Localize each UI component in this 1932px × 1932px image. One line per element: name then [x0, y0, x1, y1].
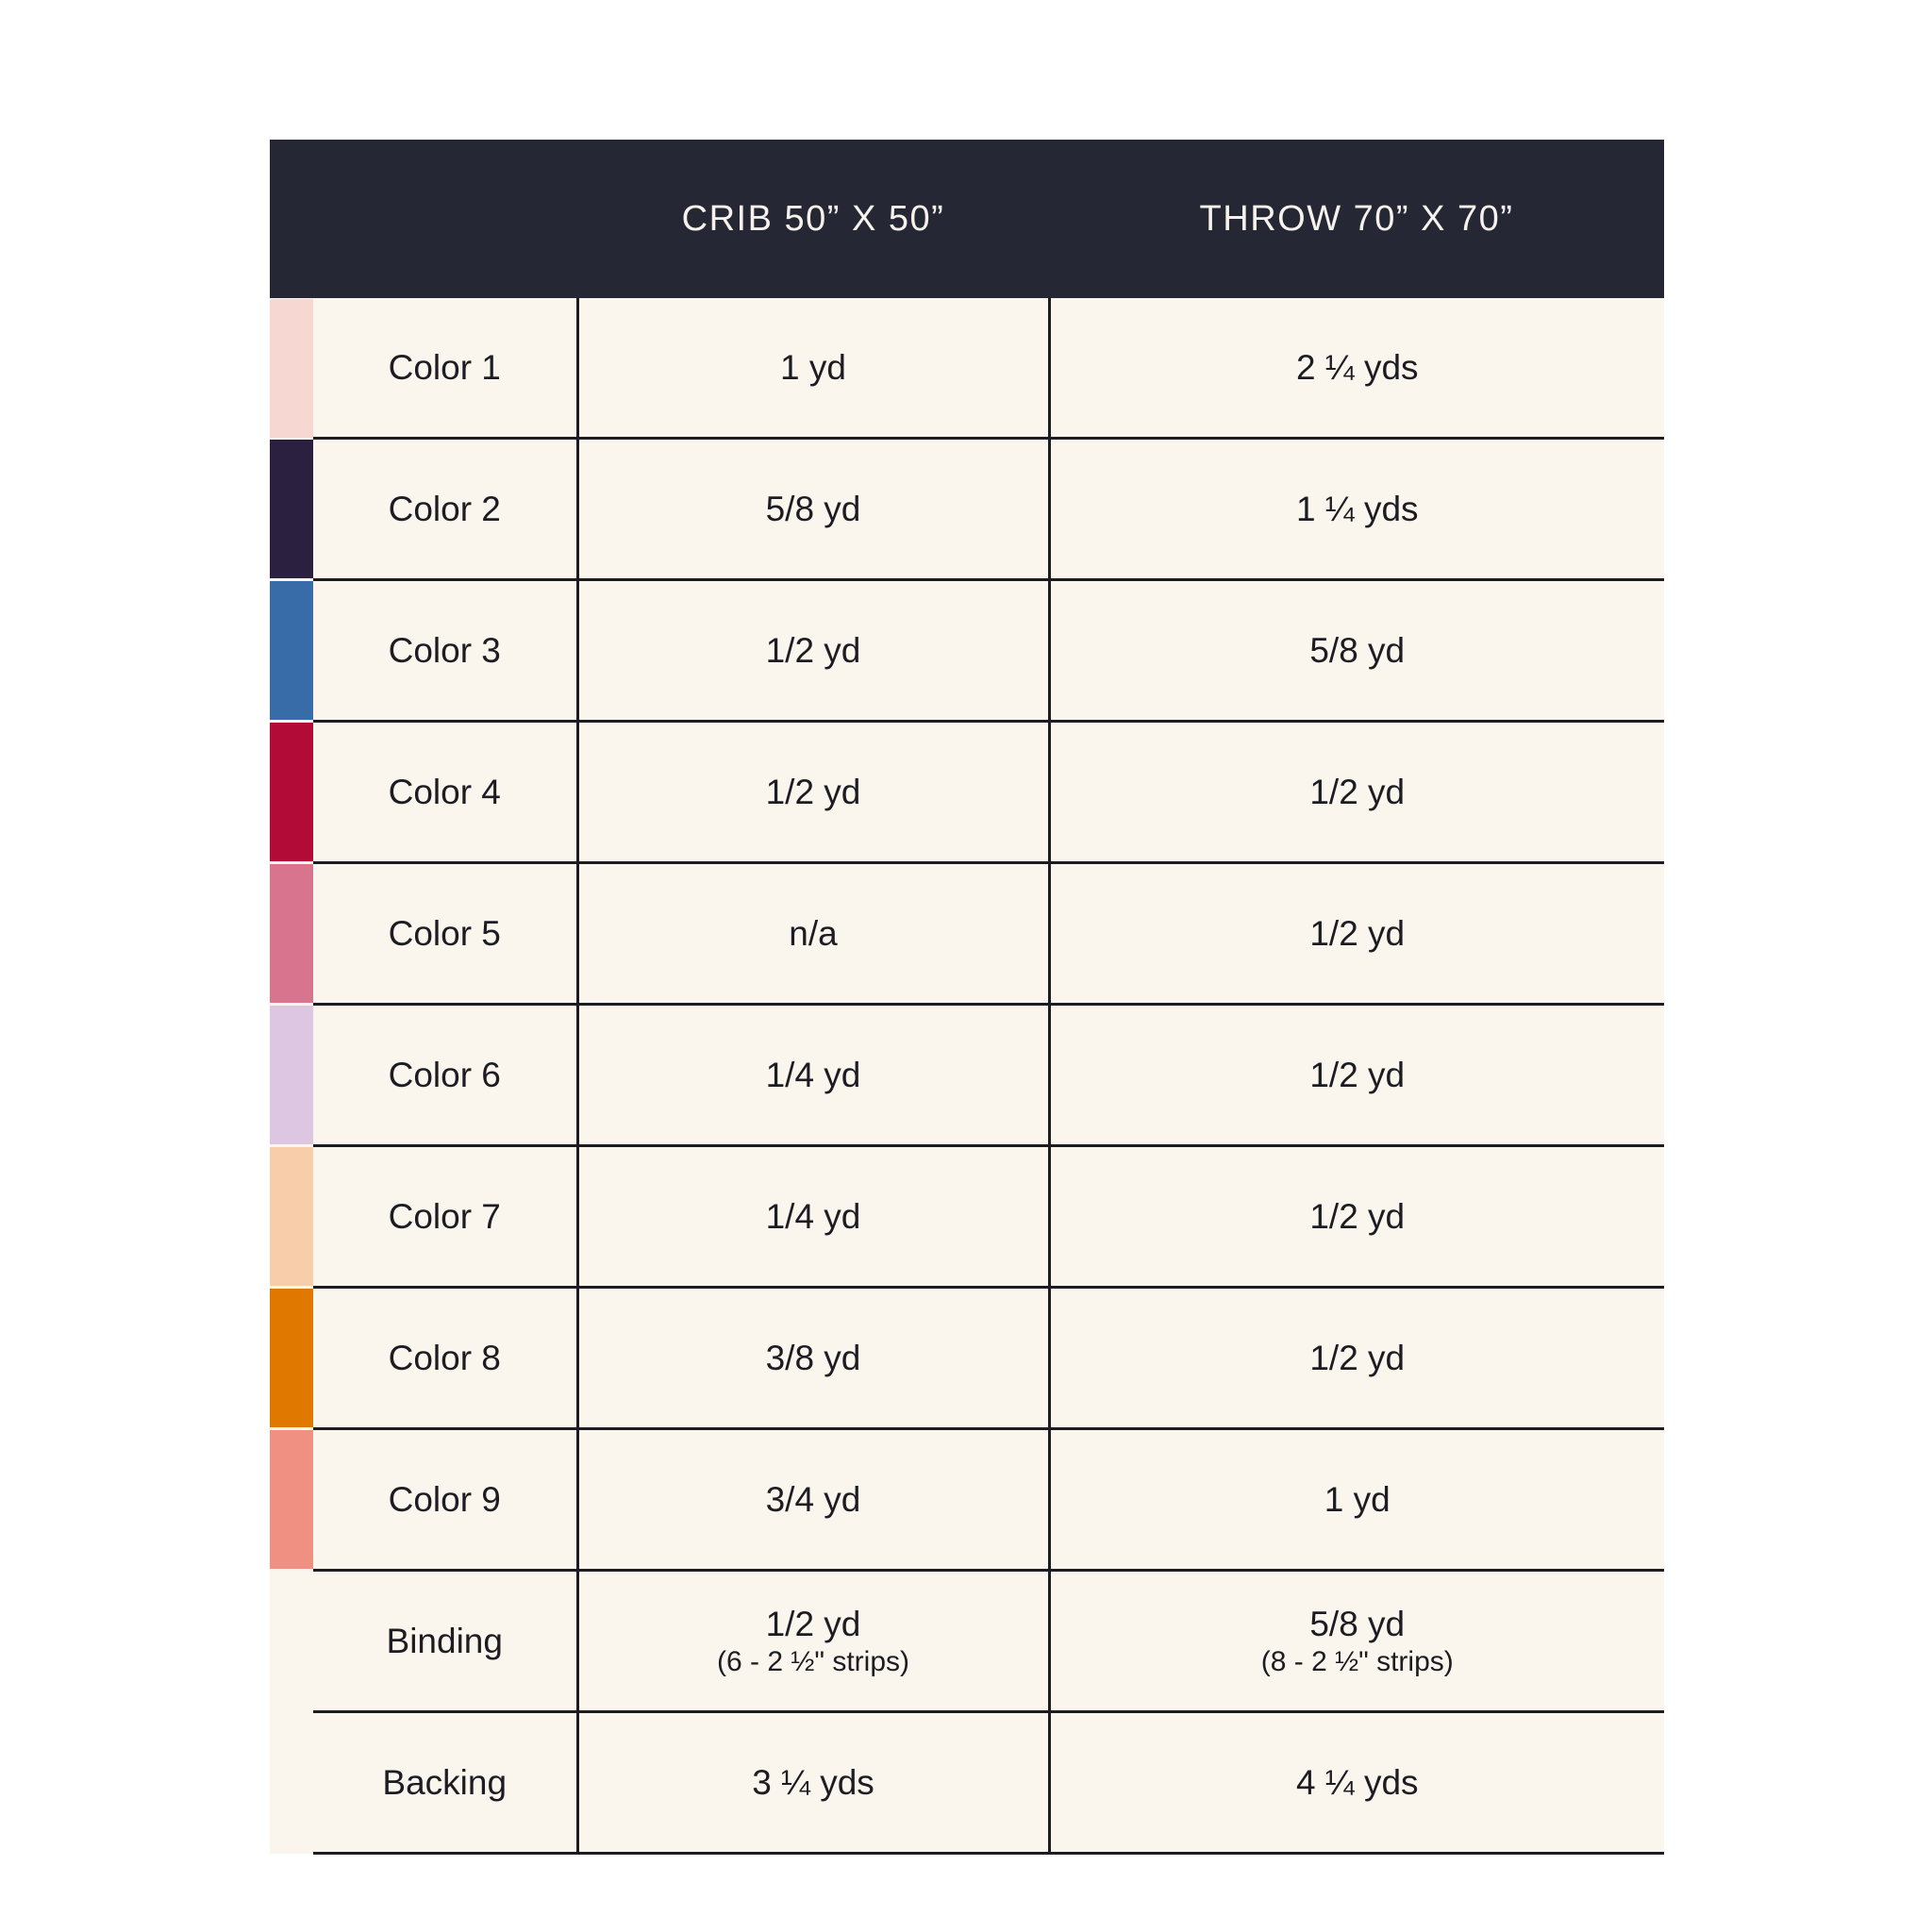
cell-throw-value: 5/8 yd: [1309, 1604, 1406, 1643]
cell-crib: 1/2 yd: [577, 580, 1049, 722]
table-row: [270, 439, 1664, 580]
swatch-cell: [270, 439, 313, 580]
fabric-requirements-table-wrapper: [270, 140, 1664, 1855]
color-swatch-6: [270, 1006, 313, 1144]
row-label: Color 7: [313, 1146, 577, 1288]
cell-throw: 1 yd: [1049, 1429, 1664, 1571]
table-row: [270, 580, 1664, 722]
cell-crib: 1/4 yd: [577, 1005, 1049, 1146]
cell-throw-note: (8 - 2 ½" strips): [1260, 1645, 1454, 1677]
cell-crib: 5/8 yd: [577, 439, 1049, 580]
swatch-cell: [270, 1712, 313, 1854]
cell-crib-note: (6 - 2 ½" strips): [716, 1645, 910, 1677]
cell-throw: 1/2 yd: [1049, 863, 1664, 1005]
row-label: Color 5: [313, 863, 577, 1005]
cell-crib: 3/8 yd: [577, 1288, 1049, 1429]
table-row: [270, 1288, 1664, 1429]
cell-throw: 1/2 yd: [1049, 1146, 1664, 1288]
cell-throw: 1 ¼ yds: [1049, 439, 1664, 580]
header-cell-throw: THROW 70” X 70”: [1049, 140, 1664, 298]
cell-crib: 1 yd: [577, 298, 1049, 439]
table-row: [270, 722, 1664, 863]
color-swatch-1: [270, 299, 313, 438]
row-label: Color 1: [313, 298, 577, 439]
table-row: [270, 1712, 1664, 1854]
swatch-cell: [270, 863, 313, 1005]
color-swatch-none: [270, 1572, 313, 1710]
table-row: [270, 1571, 1664, 1712]
swatch-cell: [270, 298, 313, 439]
cell-crib: 3 ¼ yds: [577, 1712, 1049, 1854]
cell-throw: 1/2 yd: [1049, 722, 1664, 863]
color-swatch-none: [270, 1713, 313, 1852]
row-label: Backing: [313, 1712, 577, 1854]
row-label: Color 8: [313, 1288, 577, 1429]
table-body: [270, 298, 1664, 1854]
cell-crib: 3/4 yd: [577, 1429, 1049, 1571]
swatch-cell: [270, 1571, 313, 1712]
header-cell-blank: [270, 140, 577, 298]
color-swatch-2: [270, 440, 313, 578]
header-cell-crib: CRIB 50” X 50”: [577, 140, 1049, 298]
table-row: [270, 298, 1664, 439]
header-row: [270, 140, 1664, 298]
cell-throw: 5/8 yd: [1049, 580, 1664, 722]
cell-crib-value: 1/2 yd: [765, 1604, 861, 1643]
cell-throw: [1049, 1571, 1664, 1712]
row-label: Color 4: [313, 722, 577, 863]
cell-throw: 1/2 yd: [1049, 1005, 1664, 1146]
swatch-cell: [270, 1146, 313, 1288]
table-header: [270, 140, 1664, 298]
cell-crib: n/a: [577, 863, 1049, 1005]
cell-crib: [577, 1571, 1049, 1712]
table-row: [270, 1429, 1664, 1571]
row-label: Color 6: [313, 1005, 577, 1146]
fabric-requirements-table: [270, 140, 1664, 1855]
table-row: [270, 1005, 1664, 1146]
row-label: Binding: [313, 1571, 577, 1712]
color-swatch-7: [270, 1147, 313, 1286]
color-swatch-5: [270, 864, 313, 1003]
swatch-cell: [270, 1288, 313, 1429]
swatch-cell: [270, 1005, 313, 1146]
cell-throw: 1/2 yd: [1049, 1288, 1664, 1429]
table-row: [270, 1146, 1664, 1288]
cell-throw: 2 ¼ yds: [1049, 298, 1664, 439]
cell-crib: 1/4 yd: [577, 1146, 1049, 1288]
swatch-cell: [270, 1429, 313, 1571]
cell-crib: 1/2 yd: [577, 722, 1049, 863]
cell-throw: 4 ¼ yds: [1049, 1712, 1664, 1854]
table-row: [270, 863, 1664, 1005]
color-swatch-8: [270, 1289, 313, 1427]
swatch-cell: [270, 722, 313, 863]
row-label: Color 3: [313, 580, 577, 722]
row-label: Color 9: [313, 1429, 577, 1571]
color-swatch-4: [270, 723, 313, 861]
color-swatch-3: [270, 581, 313, 720]
row-label: Color 2: [313, 439, 577, 580]
color-swatch-9: [270, 1430, 313, 1569]
swatch-cell: [270, 580, 313, 722]
